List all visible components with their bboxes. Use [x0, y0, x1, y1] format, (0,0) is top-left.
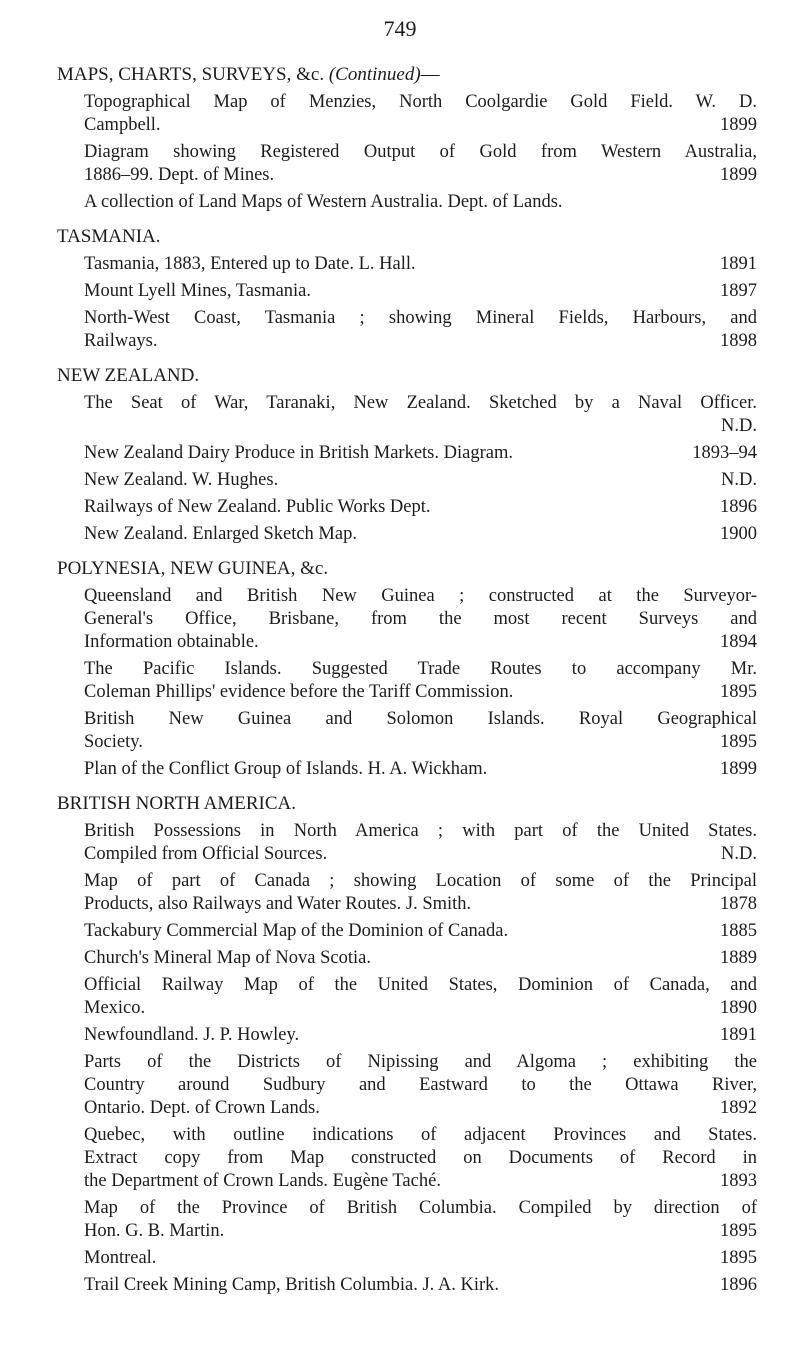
entry-date: 1895: [720, 732, 757, 752]
catalogue-entry: [84, 91, 757, 137]
section-heading: [57, 62, 757, 87]
catalogue-entry: [84, 523, 757, 546]
entry-text: Coleman Phillips' evidence before the Tariff Commission.: [84, 682, 514, 702]
entry-date: 1891: [720, 1025, 757, 1045]
entry-line: Topographical Map of Menzies, North Coolgardie Gold Field. W. D.: [84, 92, 757, 112]
entry-text: Information obtainable.: [84, 632, 259, 652]
entry-text: Products, also Railways and Water Routes. J. Smith.: [84, 894, 472, 914]
catalogue-content: [57, 62, 757, 1307]
entry-date: 1896: [720, 1275, 757, 1295]
entry-line: The Seat of War, Taranaki, New Zealand. Sketched by a Naval Officer.: [84, 393, 757, 413]
entry-last-line: [84, 469, 757, 492]
catalogue-entry: [84, 469, 757, 492]
entry-text: Ontario. Dept. of Crown Lands.: [84, 1098, 320, 1118]
entry-last-line: [84, 843, 757, 866]
entry-date: N.D.: [721, 844, 757, 864]
entry-text: Tasmania, 1883, Entered up to Date. L. Hall.: [84, 254, 416, 274]
entry-last-line: [84, 253, 757, 276]
entry-date: 1891: [720, 254, 757, 274]
entry-last-line: [84, 997, 757, 1020]
entry-date: 1895: [720, 1221, 757, 1241]
entry-last-line: [84, 1024, 757, 1047]
catalogue-entry: [84, 1247, 757, 1270]
entry-last-line: [84, 947, 757, 970]
catalogue-section: [57, 224, 757, 353]
entry-last-line: [84, 1220, 757, 1243]
entry-date: 1899: [720, 165, 757, 185]
entry-text: Montreal.: [84, 1248, 157, 1268]
entry-text: Newfoundland. J. P. Howley.: [84, 1025, 300, 1045]
entry-text: Compiled from Official Sources.: [84, 844, 328, 864]
entry-date: 1894: [720, 632, 757, 652]
entry-text: Railways of New Zealand. Public Works Dept.: [84, 497, 431, 517]
entry-date: 1893–94: [692, 443, 757, 463]
entry-line: Map of the Province of British Columbia. Compiled by direction of: [84, 1198, 757, 1218]
entry-date: N.D.: [721, 416, 757, 436]
section-heading-text: MAPS, CHARTS, SURVEYS, &c.: [57, 64, 325, 85]
entry-text: the Department of Crown Lands. Eugène Taché.: [84, 1171, 441, 1191]
entry-text: Campbell.: [84, 115, 161, 135]
entry-line: Parts of the Districts of Nipissing and Algoma ; exhibiting the: [84, 1052, 757, 1072]
entry-last-line: [111, 415, 757, 438]
entry-last-line: [84, 330, 757, 353]
catalogue-entry: [84, 280, 757, 303]
catalogue-entry: [84, 442, 757, 465]
section-heading-text: TASMANIA.: [57, 226, 161, 247]
catalogue-entry: [84, 307, 757, 353]
entry-date: 1899: [720, 759, 757, 779]
entry-date: 1893: [720, 1171, 757, 1191]
catalogue-entry: [84, 1051, 757, 1120]
entry-last-line: [84, 523, 757, 546]
entry-text: Hon. G. B. Martin.: [84, 1221, 225, 1241]
section-heading: [57, 224, 757, 249]
entry-text: Society.: [84, 732, 143, 752]
entry-last-line: [84, 920, 757, 943]
entry-line: Official Railway Map of the United States, Dominion of Canada, and: [84, 975, 757, 995]
catalogue-entry: [84, 658, 757, 704]
entry-last-line: [84, 758, 757, 781]
catalogue-section: [57, 791, 757, 1297]
catalogue-entry: [84, 758, 757, 781]
entry-text: A collection of Land Maps of Western Australia. Dept. of Lands.: [84, 192, 563, 212]
entry-line: Map of part of Canada ; showing Location of some of the Principal: [84, 871, 757, 891]
catalogue-section: [57, 363, 757, 546]
entry-date: 1878: [720, 894, 757, 914]
catalogue-entry: [84, 253, 757, 276]
catalogue-entry: [84, 920, 757, 943]
entry-last-line: [84, 496, 757, 519]
catalogue-entry: [84, 820, 757, 866]
section-heading-text: BRITISH NORTH AMERICA.: [57, 793, 297, 814]
section-heading-dash: —: [420, 64, 440, 85]
entry-last-line: [84, 1274, 757, 1297]
catalogue-entry: [84, 1024, 757, 1047]
catalogue-section: [57, 556, 757, 781]
entry-date: 1892: [720, 1098, 757, 1118]
entry-line: British New Guinea and Solomon Islands. Royal Geographical: [84, 709, 757, 729]
entry-date: 1895: [720, 1248, 757, 1268]
catalogue-entry: [84, 585, 757, 654]
entry-text: Plan of the Conflict Group of Islands. H. A. Wickham.: [84, 759, 488, 779]
entry-text: 1886–99. Dept. of Mines.: [84, 165, 275, 185]
catalogue-entry: [84, 974, 757, 1020]
entry-text: Mount Lyell Mines, Tasmania.: [84, 281, 312, 301]
entry-date: 1896: [720, 497, 757, 517]
entry-date: 1895: [720, 682, 757, 702]
entry-last-line: [84, 442, 757, 465]
entry-date: N.D.: [721, 470, 757, 490]
entry-last-line: [84, 191, 757, 214]
entry-last-line: [84, 1097, 757, 1120]
entry-last-line: [84, 731, 757, 754]
entry-date: 1889: [720, 948, 757, 968]
entry-last-line: [84, 280, 757, 303]
entry-text: New Zealand. Enlarged Sketch Map.: [84, 524, 357, 544]
entry-text: Church's Mineral Map of Nova Scotia.: [84, 948, 371, 968]
page-number: 749: [383, 16, 417, 41]
entry-last-line: [84, 1170, 757, 1193]
entry-last-line: [84, 164, 757, 187]
entry-last-line: [84, 893, 757, 916]
catalogue-section: [57, 62, 757, 214]
section-heading-text: NEW ZEALAND.: [57, 365, 200, 386]
entry-text: Mexico.: [84, 998, 146, 1018]
entry-last-line: [84, 631, 757, 654]
section-heading: [57, 363, 757, 388]
section-heading-text: POLYNESIA, NEW GUINEA, &c.: [57, 558, 329, 579]
catalogue-entry: [84, 392, 757, 438]
entry-date: 1897: [720, 281, 757, 301]
catalogue-entry: [84, 1197, 757, 1243]
entry-line: Extract copy from Map constructed on Documents of Record in: [84, 1148, 757, 1168]
entry-line: North-West Coast, Tasmania ; showing Mineral Fields, Harbours, and: [84, 308, 757, 328]
entry-line: Queensland and British New Guinea ; constructed at the Surveyor-: [84, 586, 757, 606]
entry-text: Tackabury Commercial Map of the Dominion of Canada.: [84, 921, 509, 941]
catalogue-entry: [84, 947, 757, 970]
section-heading-continued: (Continued): [328, 64, 421, 85]
entry-line: General's Office, Brisbane, from the most recent Surveys and: [84, 609, 757, 629]
entry-line: The Pacific Islands. Suggested Trade Routes to accompany Mr.: [84, 659, 757, 679]
entry-date: 1900: [720, 524, 757, 544]
entry-text: New Zealand Dairy Produce in British Markets. Diagram.: [84, 443, 513, 463]
catalogue-entry: [84, 708, 757, 754]
entry-line: Country around Sudbury and Eastward to the Ottawa River,: [84, 1075, 757, 1095]
catalogue-entry: [84, 1124, 757, 1193]
entry-date: 1899: [720, 115, 757, 135]
entry-line: British Possessions in North America ; with part of the United States.: [84, 821, 757, 841]
catalogue-entry: [84, 870, 757, 916]
entry-date: 1890: [720, 998, 757, 1018]
entry-date: 1898: [720, 331, 757, 351]
section-heading: [57, 556, 757, 581]
catalogue-entry: [84, 496, 757, 519]
entry-date: 1885: [720, 921, 757, 941]
entry-last-line: [84, 114, 757, 137]
entry-line: Quebec, with outline indications of adjacent Provinces and States.: [84, 1125, 757, 1145]
catalogue-entry: [84, 191, 757, 214]
catalogue-entry: [84, 1274, 757, 1297]
entry-last-line: [84, 681, 757, 704]
entry-last-line: [84, 1247, 757, 1270]
entry-text: Trail Creek Mining Camp, British Columbia. J. A. Kirk.: [84, 1275, 500, 1295]
entry-text: Railways.: [84, 331, 158, 351]
entry-line: Diagram showing Registered Output of Gold from Western Australia,: [84, 142, 757, 162]
section-heading: [57, 791, 757, 816]
catalogue-entry: [84, 141, 757, 187]
entry-text: New Zealand. W. Hughes.: [84, 470, 279, 490]
